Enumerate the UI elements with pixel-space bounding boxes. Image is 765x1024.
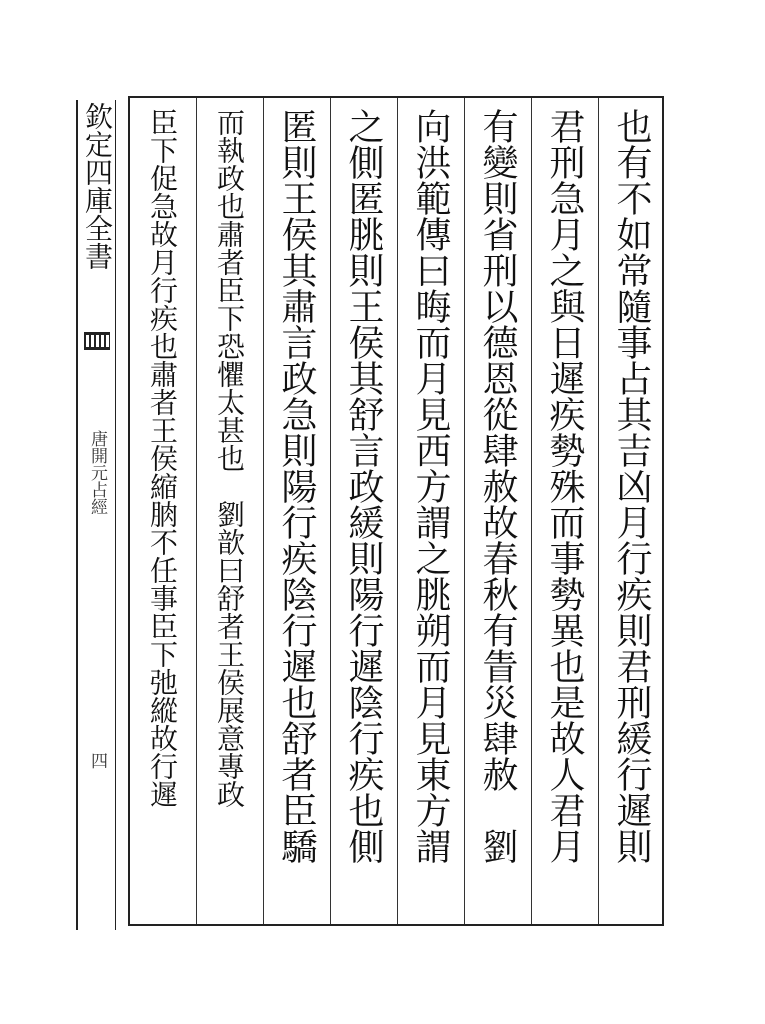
text-column-3: 有變則省刑以德恩從肆赦故春秋有眚災肆赦 劉 bbox=[477, 108, 518, 864]
column-rule bbox=[531, 98, 532, 924]
column-rule bbox=[196, 98, 197, 924]
text-column-1: 也有不如常隨事占其吉凶月行疾則君刑緩行遲則 bbox=[611, 108, 652, 864]
column-rule bbox=[464, 98, 465, 924]
text-column-4: 向洪範傳曰晦而月見西方謂之朓朔而月見東方謂 bbox=[410, 108, 451, 864]
margin-column bbox=[76, 100, 116, 930]
text-column-8: 臣下促急故月行疾也肅者王侯縮朒不任事臣下弛縱故行遲 bbox=[146, 108, 179, 808]
book-title: 唐開元占經 bbox=[87, 430, 107, 515]
column-rule bbox=[330, 98, 331, 924]
text-frame bbox=[128, 96, 664, 926]
text-column-7: 而執政也肅者臣下恐懼太甚也 劉歆曰舒者王侯展意專政 bbox=[213, 108, 246, 808]
column-rule bbox=[598, 98, 599, 924]
text-column-2: 君刑急月之與日遲疾勢殊而事勢異也是故人君月 bbox=[544, 108, 585, 864]
fishtail-mark-icon bbox=[84, 332, 110, 350]
series-title: 欽定四庫全書 bbox=[81, 102, 114, 270]
column-rule bbox=[397, 98, 398, 924]
column-rule bbox=[263, 98, 264, 924]
page-number: 四 bbox=[87, 752, 107, 769]
text-column-5: 之側匿朓則王侯其舒言政緩則陽行遲陰行疾也側 bbox=[343, 108, 384, 864]
text-column-6: 匿則王侯其肅言政急則陽行疾陰行遲也舒者臣驕 bbox=[276, 108, 317, 864]
